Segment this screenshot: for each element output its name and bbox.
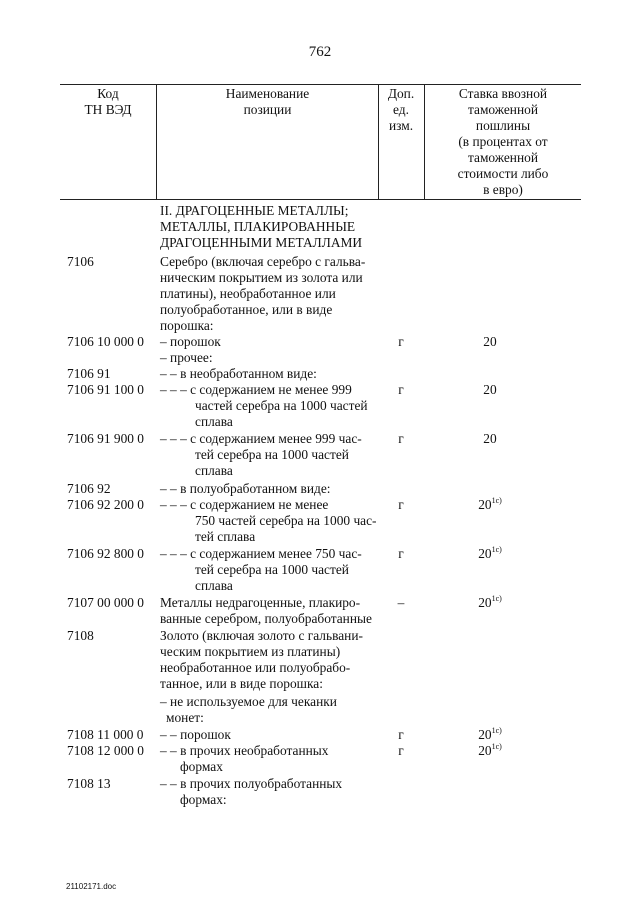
- row-unit: г: [398, 497, 404, 512]
- row-code: 7107 00 000 0: [67, 595, 144, 610]
- header-name: [157, 86, 378, 118]
- row-name: [160, 254, 378, 334]
- row-name-line: Серебро (включая серебро с гальва-: [160, 254, 366, 269]
- row-rate: [425, 334, 555, 350]
- row-rate-footnote: 1с): [491, 544, 502, 554]
- header-rate: [425, 86, 581, 198]
- header-code: [60, 86, 156, 118]
- row-name-line: Золото (включая золото с гальвани-: [160, 628, 363, 643]
- row-code: 7106 10 000 0: [67, 334, 144, 349]
- row-rate-value: 20: [478, 743, 492, 758]
- row-rate-footnote: 1с): [491, 741, 502, 751]
- header-code-line: ТН ВЭД: [84, 102, 132, 117]
- row-code: 7106 91 900 0: [67, 431, 144, 446]
- row-code: 7106 91: [67, 366, 111, 381]
- row-unit: –: [397, 595, 405, 610]
- header-rate-line: в евро): [483, 182, 523, 197]
- row-name-line: – – в необработанном виде:: [160, 366, 317, 381]
- row-name-line: 750 частей серебра на 1000 час-: [195, 513, 377, 528]
- row-rate-value: 20: [478, 727, 492, 742]
- row-name: [160, 497, 378, 545]
- row-unit: г: [398, 382, 404, 397]
- row-name-line: – – – с содержанием менее 750 час-: [160, 546, 362, 561]
- section-title-line: МЕТАЛЛЫ, ПЛАКИРОВАННЫЕ: [160, 219, 356, 234]
- row-rate-footnote: 1с): [491, 725, 502, 735]
- row-unit: г: [398, 743, 404, 758]
- row-name-line: тей серебра на 1000 частей: [195, 447, 349, 462]
- row-name: [160, 727, 378, 743]
- row-name: [160, 776, 378, 808]
- row-rate-footnote: 1с): [491, 495, 502, 505]
- row-rate: [425, 431, 555, 447]
- row-unit: г: [398, 727, 404, 742]
- row-rate: [425, 497, 555, 513]
- row-name-line: формах:: [180, 792, 227, 807]
- row-name-line: сплава: [195, 463, 233, 478]
- row-name-line: сплава: [195, 578, 233, 593]
- row-name-line: Металлы недрагоценные, плакиро-: [160, 595, 361, 610]
- row-name-line: – – в прочих необработанных: [160, 743, 329, 758]
- row-name-line: полуобработанное, или в виде: [160, 302, 333, 317]
- row-name-line: – порошок: [160, 334, 221, 349]
- row-name: [160, 334, 378, 350]
- header-rate-line: Ставка ввозной: [458, 86, 548, 101]
- row-rate-value: 20: [483, 431, 497, 446]
- row-unit: г: [398, 546, 404, 561]
- row-name: [160, 366, 378, 382]
- row-rate: [425, 382, 555, 398]
- row-rate-value: 20: [478, 595, 492, 610]
- header-rate-line: таможенной: [467, 102, 538, 117]
- row-rate: [425, 743, 555, 759]
- row-code: 7106: [67, 254, 94, 269]
- row-rate: [425, 546, 555, 562]
- row-name: [160, 743, 378, 775]
- row-name: [160, 546, 378, 594]
- row-name: [160, 694, 378, 726]
- row-rate: [425, 595, 555, 611]
- row-name-line: частей серебра на 1000 частей: [195, 398, 368, 413]
- row-rate-value: 20: [483, 334, 497, 349]
- row-name-line: – – в полуобработанном виде:: [160, 481, 331, 496]
- row-name: [160, 431, 378, 479]
- header-rate-line: (в процентах от: [458, 134, 548, 149]
- header-rate-line: стоимости либо: [457, 166, 549, 181]
- row-name-line: тей серебра на 1000 частей: [195, 562, 349, 577]
- table-top-rule: [60, 84, 581, 85]
- row-name-line: ческим покрытием из платины): [160, 644, 341, 659]
- section-title: [160, 203, 390, 251]
- header-unit-line: изм.: [388, 118, 414, 133]
- header-rate-line: таможенной: [467, 150, 538, 165]
- row-name-line: танное, или в виде порошка:: [160, 676, 323, 691]
- row-name: [160, 382, 378, 430]
- header-rate-line: пошлины: [475, 118, 531, 133]
- row-unit: г: [398, 334, 404, 349]
- row-name-line: ническим покрытием из золота или: [160, 270, 363, 285]
- row-name-line: – – порошок: [160, 727, 231, 742]
- row-code: 7106 91 100 0: [67, 382, 144, 397]
- row-code: 7108 11 000 0: [67, 727, 144, 742]
- header-code-line: Код: [97, 86, 119, 101]
- row-name-line: монет:: [166, 710, 204, 725]
- row-code: 7106 92 200 0: [67, 497, 144, 512]
- row-code: 7108: [67, 628, 94, 643]
- header-name-line: Наименование: [225, 86, 310, 101]
- row-name: [160, 628, 378, 692]
- row-rate-value: 20: [478, 546, 492, 561]
- row-name-line: платины), необработанное или: [160, 286, 336, 301]
- row-name-line: – – в прочих полуобработанных: [160, 776, 343, 791]
- row-name-line: – прочее:: [160, 350, 213, 365]
- section-title-line: II. ДРАГОЦЕННЫЕ МЕТАЛЛЫ;: [160, 203, 349, 218]
- row-name-line: – – – с содержанием менее 999 час-: [160, 431, 362, 446]
- row-rate-value: 20: [483, 382, 497, 397]
- header-unit: [379, 86, 423, 134]
- row-rate: [425, 727, 555, 743]
- row-name: [160, 481, 378, 497]
- row-rate-footnote: 1с): [491, 593, 502, 603]
- row-name-line: ванные серебром, полуобработанные: [160, 611, 372, 626]
- header-unit-line: ед.: [393, 102, 409, 117]
- row-code: 7106 92 800 0: [67, 546, 144, 561]
- row-name-line: порошка:: [160, 318, 214, 333]
- footer-filename: 21102171.doc: [66, 882, 117, 891]
- row-name-line: – – – с содержанием не менее: [160, 497, 329, 512]
- row-code: 7106 92: [67, 481, 111, 496]
- page-number: 762: [308, 44, 332, 60]
- row-name-line: тей сплава: [195, 529, 256, 544]
- row-name: [160, 350, 378, 366]
- row-rate-value: 20: [478, 497, 492, 512]
- row-name: [160, 595, 378, 627]
- header-unit-line: Доп.: [387, 86, 415, 101]
- table-header-rule: [60, 199, 581, 200]
- row-code: 7108 13: [67, 776, 111, 791]
- row-name-line: – не используемое для чеканки: [160, 694, 337, 709]
- row-unit: г: [398, 431, 404, 446]
- row-name-line: – – – с содержанием не менее 999: [160, 382, 352, 397]
- section-title-line: ДРАГОЦЕННЫМИ МЕТАЛЛАМИ: [160, 235, 363, 250]
- header-name-line: позиции: [243, 102, 292, 117]
- row-name-line: формах: [180, 759, 223, 774]
- row-name-line: необработанное или полуобрабо-: [160, 660, 351, 675]
- row-code: 7108 12 000 0: [67, 743, 144, 758]
- row-name-line: сплава: [195, 414, 233, 429]
